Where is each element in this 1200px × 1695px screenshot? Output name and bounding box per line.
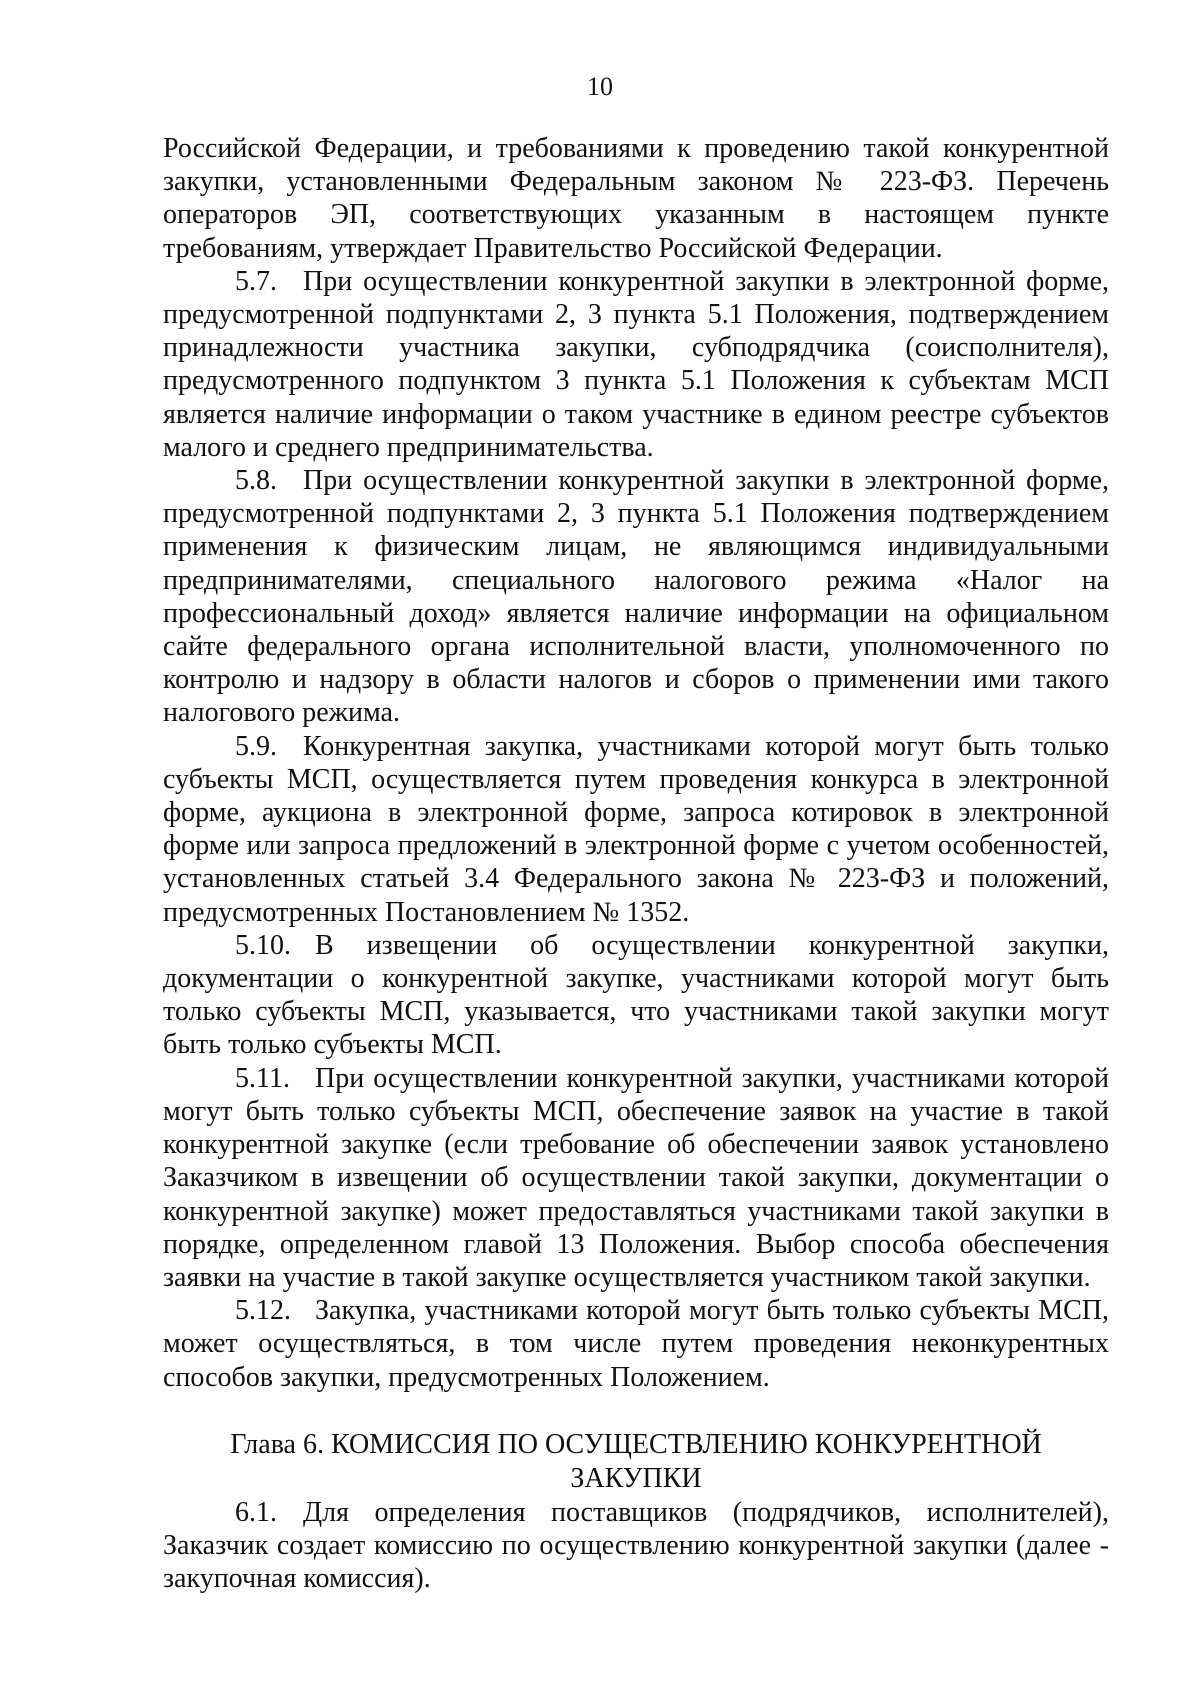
paragraph-number-5-12: 5.12. [235, 1295, 291, 1327]
paragraph-5-12 [163, 1294, 1109, 1394]
chapter-heading-line-2: ЗАКУПКИ [570, 1462, 702, 1494]
paragraph-number-5-11: 5.11. [235, 1062, 290, 1094]
paragraph-text-5-10: В извещении об осуществлении конкурентной закупки, документации о конкурентной закупке, участниками которой могут быть только субъекты МСП, указывается, что участниками такой закупки могут быть только субъекты МСП. [163, 929, 1109, 1061]
paragraph-number-5-9: 5.9. [235, 730, 277, 762]
paragraph-text-5-11: При осуществлении конкурентной закупки, участниками которой могут быть только субъекты МСП, обеспечение заявок на участие в такой конкурентной закупке (если требование об обеспечении заявок установлено Заказчиком в извещении об осуществлении такой закупки, документации о конкурентной закупке) может предоставляться участниками такой закупки в порядке, определенном главой 13 Положения. Выбор способа обеспечения заявки на участие в такой закупке осуществляется участником такой закупки. [163, 1062, 1109, 1293]
paragraph-text-5-9: Конкурентная закупка, участниками которой могут быть только субъекты МСП, осуществляется путем проведения конкурса в электронной форме, аукциона в электронной форме, запроса котировок в электронной форме или запроса предложений в электронной форме с учетом особенностей, установленных статьей 3.4 Федерального закона № 223-ФЗ и положений, предусмотренных Постановлением № 1352. [163, 730, 1109, 928]
paragraph-5-9 [163, 730, 1109, 929]
paragraph-number-5-8: 5.8. [235, 465, 277, 497]
paragraph-6-1 [163, 1496, 1109, 1596]
page-number: 10 [587, 72, 613, 101]
paragraph-text-6-1: Для определения поставщиков (подрядчиков, исполнителей), Заказчик создает комиссию по осуществлению конкурентной закупки (далее - закупочная комиссия). [163, 1496, 1109, 1595]
paragraph-5-10 [163, 929, 1109, 1062]
chapter-heading [163, 1428, 1109, 1496]
paragraph-number-5-7: 5.7. [235, 265, 277, 297]
paragraph-text-5-12: Закупка, участниками которой могут быть только субъекты МСП, может осуществляться, в том числе путем проведения неконкурентных способов закупки, предусмотренных Положением. [163, 1295, 1109, 1393]
chapter-heading-line-1: Глава 6. КОМИССИЯ ПО ОСУЩЕСТВЛЕНИЮ КОНКУРЕНТНОЙ [230, 1428, 1042, 1460]
paragraph-5-11 [163, 1062, 1109, 1294]
paragraph-number-5-10: 5.10. [235, 929, 291, 961]
document-body [163, 132, 1109, 1595]
paragraph-5-8 [163, 464, 1109, 730]
paragraph-continuation: Российской Федерации, и требованиями к проведению такой конкурентной закупки, установленными Федеральным законом № 223-ФЗ. Перечень операторов ЭП, соответствующих указанным в настоящем пункте требованиям, утверждает Правительство Российской Федерации. [163, 133, 1109, 264]
paragraph-text-5-8: При осуществлении конкурентной закупки в электронной форме, предусмотренной подпунктами 2, 3 пункта 5.1 Положения подтверждением применения к физическим лицам, не являющимся индивидуальными предпринимателями, специального налогового режима «Налог на профессиональный доход» является наличие информации на официальном сайте федерального органа исполнительной власти, уполномоченного по контролю и надзору в области налогов и сборов о применении ими такого налогового режима. [163, 465, 1109, 729]
paragraph-5-7 [163, 265, 1109, 464]
paragraph-number-6-1: 6.1. [235, 1496, 277, 1528]
paragraph-text-5-7: При осуществлении конкурентной закупки в электронной форме, предусмотренной подпунктами 2, 3 пункта 5.1 Положения, подтверждением принадлежности участника закупки, субподрядчика (соисполнителя), предусмотренного подпунктом 3 пункта 5.1 Положения к субъектам МСП является наличие информации о таком участнике в едином реестре субъектов малого и среднего предпринимательства. [163, 265, 1109, 463]
